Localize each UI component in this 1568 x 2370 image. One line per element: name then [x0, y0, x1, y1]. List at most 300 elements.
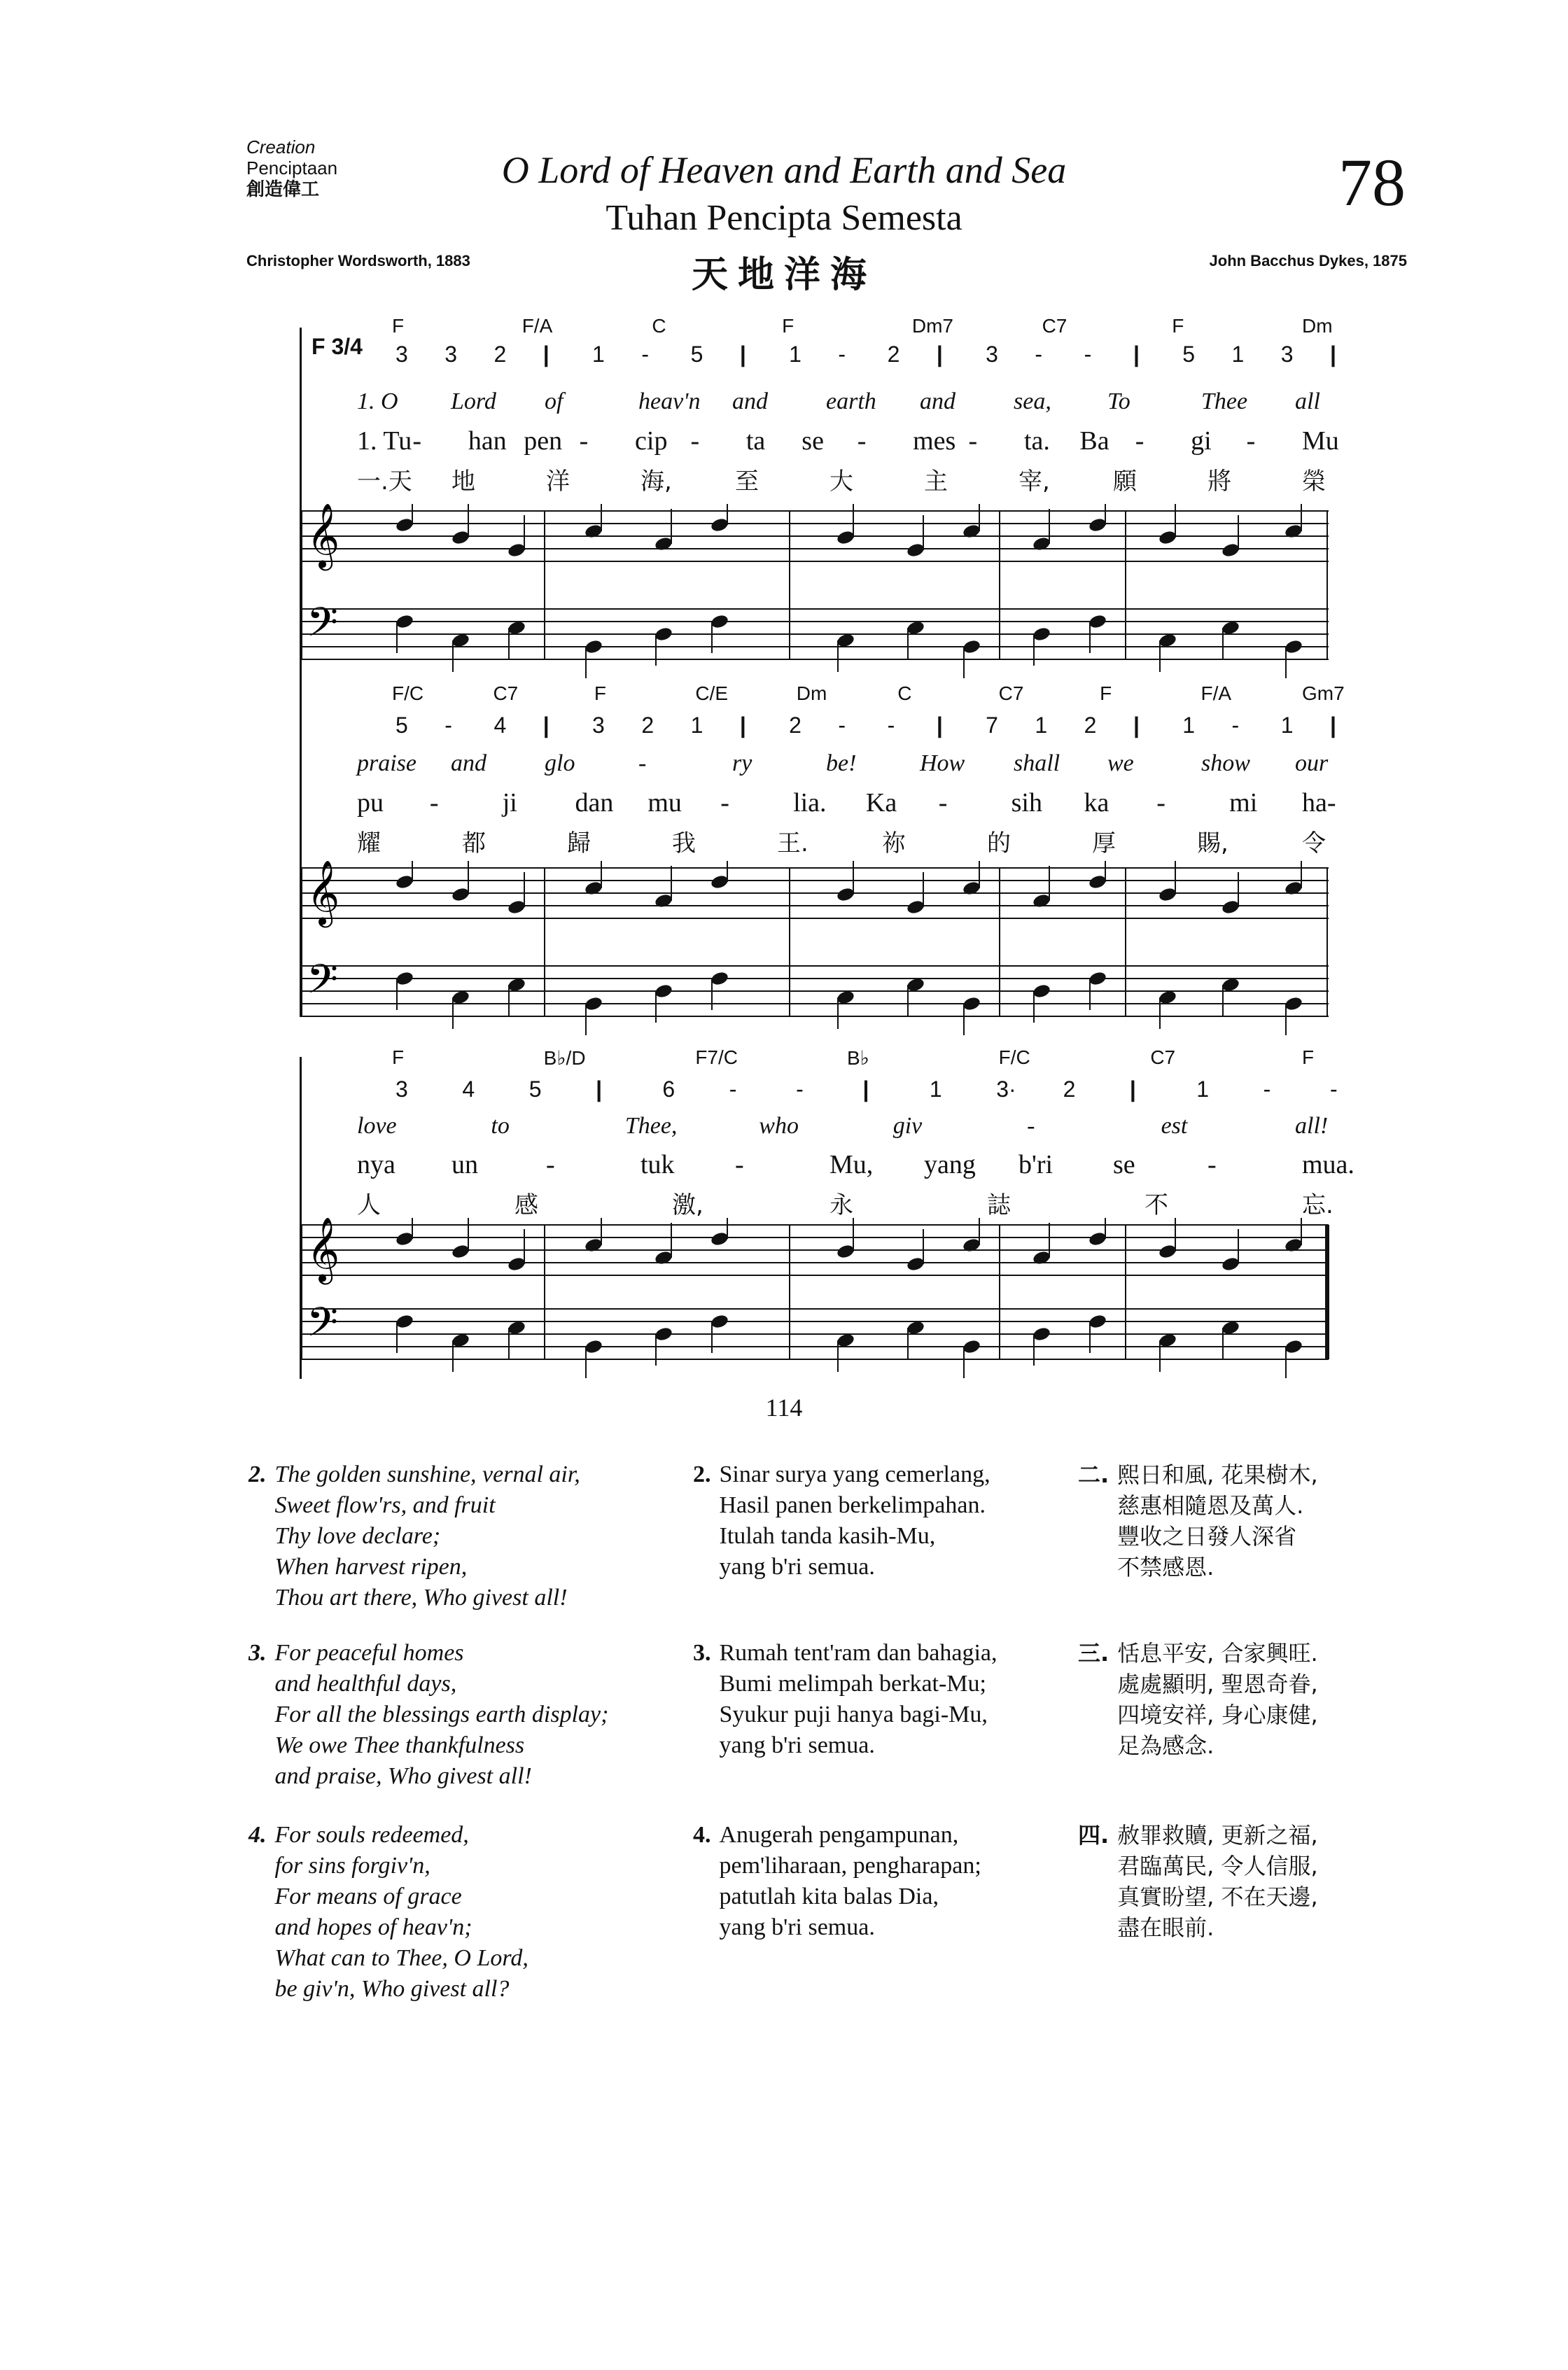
- lyric-indonesian: ta: [746, 426, 766, 456]
- verse-line: 真實盼望, 不在天邊,: [1117, 1884, 1318, 1910]
- notehead: [962, 523, 981, 539]
- verse-line: Itulah tanda kasih-Mu,: [719, 1523, 936, 1549]
- lyric-chinese: 賜,: [1197, 829, 1228, 857]
- lyric-english: 1. O: [357, 388, 398, 414]
- notehead: [1088, 874, 1107, 890]
- chord-symbol: F7/C: [695, 1046, 738, 1068]
- lyric-english: est: [1161, 1113, 1188, 1139]
- lyric-english: of: [545, 388, 564, 414]
- verse-line: 豐收之日發人深省: [1117, 1523, 1297, 1550]
- notehead: [906, 899, 925, 915]
- verse-id-4: [693, 1820, 981, 1943]
- notehead: [395, 517, 414, 533]
- chord-symbol: C/E: [695, 682, 729, 704]
- jianpu-number: |: [862, 1077, 869, 1102]
- jianpu-number: -: [729, 1077, 737, 1102]
- lyric-indonesian: -: [1135, 426, 1144, 456]
- notehead: [1032, 1326, 1051, 1342]
- jianpu-number: |: [1330, 713, 1336, 738]
- verse-line: 慈惠相隨恩及萬人.: [1117, 1492, 1304, 1519]
- jianpu-number: |: [596, 1077, 603, 1102]
- key-signature-text: F 3/4: [312, 334, 363, 359]
- jianpu-number: |: [739, 713, 746, 738]
- notehead: [906, 1256, 925, 1272]
- jianpu-number: -: [1263, 1077, 1271, 1102]
- lyric-indonesian: mu: [648, 788, 682, 818]
- lyric-chinese: 宰,: [1018, 468, 1050, 496]
- notehead: [836, 886, 855, 902]
- notehead: [1032, 1249, 1051, 1265]
- chord-symbol: F/A: [522, 315, 553, 337]
- jianpu-number: 1: [929, 1077, 942, 1102]
- notehead: [1284, 638, 1303, 654]
- jianpu-number: 2: [1063, 1077, 1076, 1102]
- notehead: [1088, 1230, 1107, 1247]
- lyric-chinese: 都: [462, 829, 486, 857]
- lyric-english: giv: [892, 1113, 923, 1139]
- lyric-indonesian: -: [1246, 426, 1256, 456]
- verse-line: Bumi melimpah berkat-Mu;: [719, 1671, 986, 1697]
- verse-line: 君臨萬民, 令人信服,: [1117, 1853, 1318, 1879]
- verse-number: 四.: [1078, 1822, 1110, 1849]
- chord-symbol: C: [897, 682, 912, 704]
- jianpu-number: 3: [444, 342, 458, 367]
- notehead: [395, 1230, 414, 1247]
- jianpu-number: 1: [789, 342, 802, 367]
- notehead: [507, 1256, 526, 1272]
- notehead: [1284, 880, 1303, 896]
- notehead: [1284, 1338, 1303, 1354]
- jianpu-number: |: [1133, 713, 1140, 738]
- lyric-chinese: 人: [357, 1191, 381, 1219]
- lyric-indonesian: gi: [1191, 426, 1212, 456]
- lyric-chinese: 不: [1144, 1191, 1168, 1219]
- lyric-english: be!: [826, 750, 857, 776]
- chord-symbol: Dm: [1302, 315, 1333, 337]
- lyric-indonesian: nya: [357, 1150, 396, 1179]
- lyric-chinese: 海,: [640, 468, 672, 496]
- lyric-indonesian: ha-: [1302, 788, 1336, 818]
- verse-line: for sins forgiv'n,: [274, 1853, 430, 1879]
- chord-symbol: F: [1302, 1046, 1315, 1068]
- verse-line: Sinar surya yang cemerlang,: [719, 1461, 990, 1487]
- lyric-indonesian: yang: [924, 1150, 976, 1179]
- lyric-english: love: [357, 1113, 397, 1139]
- lyric-english: all!: [1295, 1113, 1329, 1139]
- lyric-chinese: 我: [672, 829, 696, 857]
- lyric-indonesian: b'ri: [1018, 1150, 1054, 1179]
- chord-symbol: F: [1100, 682, 1112, 704]
- verse-line: 四境安祥, 身心康健,: [1117, 1702, 1318, 1728]
- verse-line: be giv'n, Who givest all?: [274, 1976, 510, 2002]
- lyric-chinese: 令: [1302, 829, 1326, 857]
- lyric-english: and: [732, 388, 768, 414]
- lyric-english: To: [1107, 388, 1130, 414]
- notehead: [1284, 1237, 1303, 1253]
- title-english: O Lord of Heaven and Earth and Sea: [501, 149, 1067, 191]
- verse-en-3: [248, 1638, 608, 1792]
- notehead: [710, 1313, 729, 1329]
- words-author: Christopher Wordsworth, 1883: [246, 252, 470, 269]
- jianpu-number: 3: [1280, 342, 1294, 367]
- jianpu-number: 3: [396, 342, 408, 367]
- jianpu-number: -: [796, 1077, 804, 1102]
- jianpu-number: 1: [1231, 342, 1245, 367]
- lyric-indonesian: un: [451, 1150, 478, 1179]
- lyric-chinese: 洋: [546, 468, 570, 496]
- lyric-chinese: 厚: [1092, 829, 1116, 857]
- verse-line: The golden sunshine, vernal air,: [274, 1461, 580, 1487]
- verse-line: What can to Thee, O Lord,: [274, 1945, 528, 1971]
- lyric-english: who: [759, 1113, 799, 1139]
- lyric-chinese: 激,: [672, 1191, 704, 1219]
- notehead: [836, 529, 855, 545]
- grand-staff-1: [300, 504, 1336, 714]
- notehead: [710, 517, 729, 533]
- notehead: [1032, 626, 1051, 642]
- verse-zh-2: [1078, 1459, 1318, 1583]
- chord-symbol: F: [392, 315, 405, 337]
- notehead: [451, 886, 470, 902]
- bass-clef-icon: 𝄢: [307, 1298, 339, 1356]
- notehead: [1284, 995, 1303, 1011]
- chord-symbol: F/C: [998, 1046, 1030, 1068]
- jianpu-number: |: [542, 713, 550, 738]
- lyric-indonesian: pen: [524, 426, 563, 456]
- verse-zh-4: [1078, 1820, 1318, 1943]
- verse-line: For means of grace: [274, 1884, 462, 1909]
- notehead: [654, 1249, 673, 1265]
- verse-number: 3.: [248, 1640, 267, 1666]
- lyric-chinese: 地: [451, 468, 475, 496]
- verse-line: and healthful days,: [274, 1671, 457, 1697]
- notehead: [1088, 517, 1107, 533]
- jianpu-number: -: [838, 713, 846, 738]
- notehead: [962, 880, 981, 896]
- verse-line: 盡在眼前.: [1117, 1914, 1214, 1941]
- verse-line: 熙日和風, 花果樹木,: [1117, 1461, 1318, 1488]
- verse-line: Rumah tent'ram dan bahagia,: [719, 1640, 997, 1666]
- grand-staff-2: [300, 861, 1336, 1071]
- verse-number: 二.: [1078, 1461, 1110, 1488]
- lyric-indonesian: mua.: [1302, 1150, 1354, 1179]
- treble-clef-icon: 𝄞: [307, 504, 340, 568]
- jianpu-number: 4: [462, 1077, 475, 1102]
- lyric-chinese: 永: [830, 1191, 853, 1219]
- jianpu-number: -: [1231, 713, 1240, 738]
- notehead: [507, 899, 526, 915]
- jianpu-number: |: [936, 342, 943, 367]
- lyric-chinese: 王.: [777, 829, 808, 857]
- lyric-indonesian: ta.: [1023, 426, 1050, 456]
- chord-symbol: C7: [998, 682, 1024, 704]
- notehead: [710, 874, 729, 890]
- chord-symbol: C7: [1150, 1046, 1176, 1068]
- lyric-indonesian: Mu,: [830, 1150, 874, 1179]
- chord-symbol: C: [652, 315, 666, 337]
- notehead: [1088, 1313, 1107, 1329]
- lyric-indonesian: se: [1113, 1150, 1135, 1179]
- jianpu-number: 6: [662, 1077, 676, 1102]
- lyric-indonesian: Mu: [1302, 426, 1339, 456]
- notehead: [1088, 970, 1107, 986]
- lyric-english: show: [1201, 750, 1250, 776]
- chord-symbol: F: [594, 682, 606, 704]
- lyric-english: and: [920, 388, 955, 414]
- notehead: [1032, 535, 1051, 552]
- verse-line: Syukur puji hanya bagi-Mu,: [719, 1702, 988, 1727]
- verse-line: pem'liharaan, pengharapan;: [719, 1853, 981, 1879]
- lyric-english: all: [1295, 388, 1320, 414]
- lyric-english: -: [1027, 1113, 1035, 1139]
- jianpu-number: 3: [986, 342, 998, 367]
- jianpu-number: |: [1129, 1077, 1136, 1102]
- notehead: [654, 892, 673, 909]
- chord-symbol: F: [1172, 315, 1184, 337]
- page-number: 114: [765, 1394, 803, 1422]
- lyric-indonesian: ji: [502, 788, 517, 818]
- lyric-chinese: 至: [735, 468, 759, 496]
- verse-number: 2.: [693, 1461, 711, 1487]
- hymn-number: 78: [1338, 145, 1406, 220]
- notehead: [962, 638, 981, 654]
- notehead: [710, 1230, 729, 1247]
- lyric-indonesian: cip: [635, 426, 668, 456]
- lyric-indonesian: -: [857, 426, 867, 456]
- jianpu-number: -: [444, 713, 452, 738]
- lyric-chinese: 願: [1113, 468, 1137, 496]
- chord-symbol: F/C: [392, 682, 424, 704]
- chord-symbol: B♭: [847, 1047, 869, 1069]
- notehead: [654, 1326, 673, 1342]
- verse-line: Thou art there, Who givest all!: [274, 1585, 568, 1611]
- lyric-chinese: 耀: [357, 829, 381, 857]
- jianpu-number: -: [1330, 1077, 1338, 1102]
- notehead: [654, 535, 673, 552]
- lyric-english: Thee: [1201, 388, 1248, 414]
- title-chinese: 天地洋海: [691, 254, 876, 296]
- lyric-indonesian: -: [429, 788, 439, 818]
- notehead: [1032, 983, 1051, 999]
- lyric-english: praise: [357, 750, 416, 776]
- lyric-chinese: 歸: [567, 829, 591, 857]
- verse-line: 恬息平安, 合家興旺.: [1117, 1640, 1318, 1667]
- lyric-indonesian: -: [968, 426, 978, 456]
- verse-line: Hasil panen berkelimpahan.: [719, 1492, 986, 1518]
- lyric-english: to: [491, 1113, 510, 1139]
- notehead: [962, 995, 981, 1011]
- lyric-indonesian: -: [720, 788, 729, 818]
- notehead: [710, 613, 729, 629]
- jianpu-number: 2: [641, 713, 654, 738]
- category-id: Penciptaan: [246, 157, 338, 178]
- notehead: [584, 880, 603, 896]
- verse-line: patutlah kita balas Dia,: [719, 1884, 939, 1909]
- lyric-english: we: [1107, 750, 1134, 776]
- jianpu-number: 1: [690, 713, 704, 738]
- jianpu-number: -: [838, 342, 846, 367]
- notehead: [710, 970, 729, 986]
- title-indonesian: Tuhan Pencipta Semesta: [606, 198, 962, 238]
- category-zh: 創造偉工: [246, 178, 320, 199]
- grand-staff-3: [300, 1218, 1336, 1386]
- jianpu-number: 2: [1084, 713, 1097, 738]
- lyric-chinese: 榮: [1302, 468, 1326, 496]
- chord-symbol: B♭/D: [543, 1047, 586, 1069]
- notehead: [451, 529, 470, 545]
- lyric-chinese: 誌: [987, 1191, 1011, 1219]
- lyric-indonesian: dan: [575, 788, 614, 818]
- verse-line: yang b'ri semua.: [719, 1914, 875, 1940]
- jianpu-number: 5: [690, 342, 704, 367]
- lyric-indonesian: -: [938, 788, 948, 818]
- chord-symbol: Dm: [796, 682, 827, 704]
- jianpu-number: 1: [1035, 713, 1048, 738]
- chord-symbol: F/A: [1200, 682, 1232, 704]
- verse-line: 足為感念.: [1117, 1732, 1214, 1759]
- lyric-chinese: 一.天: [357, 468, 412, 496]
- notehead: [395, 970, 414, 986]
- verse-id-3: [693, 1638, 997, 1761]
- chord-symbol: F: [782, 315, 794, 337]
- verse-id-2: [693, 1459, 990, 1583]
- category-en: Creation: [246, 136, 316, 157]
- lyric-english: and: [451, 750, 486, 776]
- notehead: [1221, 899, 1240, 915]
- chord-symbol: F: [392, 1046, 405, 1068]
- verse-line: and hopes of heav'n;: [274, 1914, 472, 1940]
- lyric-chinese: 大: [830, 468, 853, 496]
- verse-line: Thy love declare;: [274, 1523, 441, 1549]
- notehead: [507, 542, 526, 558]
- chord-symbol: C7: [493, 682, 519, 704]
- jianpu-number: 5: [528, 1077, 542, 1102]
- jianpu-number: 1: [1182, 713, 1195, 738]
- jianpu-number: |: [936, 713, 943, 738]
- verse-en-2: [248, 1459, 580, 1613]
- verse-line: When harvest ripen,: [274, 1554, 468, 1580]
- jianpu-number: |: [1330, 342, 1336, 367]
- jianpu-number: 3: [396, 1077, 408, 1102]
- verse-line: and praise, Who givest all!: [274, 1763, 532, 1789]
- verse-line: For souls redeemed,: [274, 1822, 469, 1848]
- verse-number: 2.: [248, 1461, 267, 1487]
- jianpu-number: |: [1133, 342, 1140, 367]
- verse-line: 不禁感恩.: [1117, 1554, 1214, 1580]
- category-block: [246, 136, 337, 199]
- jianpu-number: 7: [986, 713, 998, 738]
- jianpu-number: 1: [592, 342, 605, 367]
- lyric-indonesian: ka: [1084, 788, 1110, 818]
- lyric-indonesian: -: [579, 426, 589, 456]
- notehead: [654, 626, 673, 642]
- notehead: [395, 613, 414, 629]
- lyric-english: earth: [826, 388, 876, 414]
- lyric-indonesian: pu: [357, 788, 384, 818]
- lyric-english: sea,: [1014, 388, 1051, 414]
- lyric-indonesian: tuk: [640, 1150, 675, 1179]
- verse-number: 4.: [248, 1822, 267, 1848]
- notehead: [906, 542, 925, 558]
- lyric-indonesian: Ba: [1079, 426, 1110, 456]
- verse-zh-3: [1078, 1638, 1318, 1761]
- lyric-english: Thee,: [624, 1113, 678, 1139]
- lyric-chinese: 主: [924, 468, 948, 496]
- lyric-chinese: 感: [514, 1191, 538, 1219]
- lyric-indonesian: lia.: [793, 788, 827, 818]
- notehead: [584, 1338, 603, 1354]
- lyric-indonesian: se: [802, 426, 824, 456]
- notehead: [1158, 529, 1177, 545]
- verse-line: Sweet flow'rs, and fruit: [274, 1492, 496, 1518]
- jianpu-number: 1: [1280, 713, 1294, 738]
- verse-line: For peaceful homes: [274, 1640, 464, 1666]
- lyric-chinese: 將: [1208, 468, 1231, 496]
- jianpu-number: 5: [1182, 342, 1195, 367]
- lyric-english: Lord: [451, 388, 496, 414]
- jianpu-number: -: [1084, 342, 1092, 367]
- verse-number: 3.: [693, 1640, 711, 1666]
- lyric-indonesian: sih: [1011, 788, 1042, 818]
- verse-number: 4.: [693, 1822, 711, 1848]
- notehead: [836, 1243, 855, 1259]
- jianpu-number: -: [641, 342, 649, 367]
- notehead: [584, 638, 603, 654]
- lyric-indonesian: mi: [1229, 788, 1258, 818]
- lyric-indonesian: 1. Tu: [357, 426, 412, 456]
- notehead: [584, 1237, 603, 1253]
- lyric-chinese: 忘.: [1302, 1191, 1334, 1219]
- lyric-chinese: 的: [987, 829, 1011, 857]
- notehead: [1088, 613, 1107, 629]
- lyric-english: ry: [732, 750, 752, 776]
- verse-line: yang b'ri semua.: [719, 1554, 875, 1580]
- verse-number: 三.: [1078, 1640, 1110, 1667]
- verse-line: For all the blessings earth display;: [274, 1702, 609, 1727]
- notehead: [584, 523, 603, 539]
- notehead: [1284, 523, 1303, 539]
- lyric-indonesian: -: [546, 1150, 555, 1179]
- lyric-indonesian: -: [412, 426, 422, 456]
- lyric-indonesian: mes: [913, 426, 956, 456]
- jianpu-number: 2: [789, 713, 802, 738]
- lyric-english: -: [638, 750, 647, 776]
- chord-symbol: Dm7: [911, 315, 953, 337]
- jianpu-number: |: [739, 342, 746, 367]
- lyric-english: our: [1295, 750, 1329, 776]
- lyric-indonesian: han: [468, 426, 507, 456]
- jianpu-number: 2: [887, 342, 900, 367]
- music-composer: John Bacchus Dykes, 1875: [1209, 252, 1407, 269]
- notehead: [584, 995, 603, 1011]
- verse-line: yang b'ri semua.: [719, 1732, 875, 1758]
- notehead: [1158, 886, 1177, 902]
- verse-line: 赦罪救贖, 更新之福,: [1117, 1822, 1318, 1849]
- bass-clef-icon: 𝄢: [307, 598, 339, 656]
- jianpu-number: 3: [592, 713, 605, 738]
- jianpu-number: |: [542, 342, 550, 367]
- bass-clef-icon: 𝄢: [307, 955, 339, 1013]
- notehead: [1221, 542, 1240, 558]
- notehead: [1158, 1243, 1177, 1259]
- verse-line: Anugerah pengampunan,: [719, 1822, 959, 1848]
- lyric-chinese: 祢: [882, 829, 906, 857]
- notehead: [962, 1237, 981, 1253]
- lyric-indonesian: -: [690, 426, 700, 456]
- lyric-indonesian: -: [1208, 1150, 1217, 1179]
- lyric-english: shall: [1014, 750, 1060, 776]
- notehead: [1032, 892, 1051, 909]
